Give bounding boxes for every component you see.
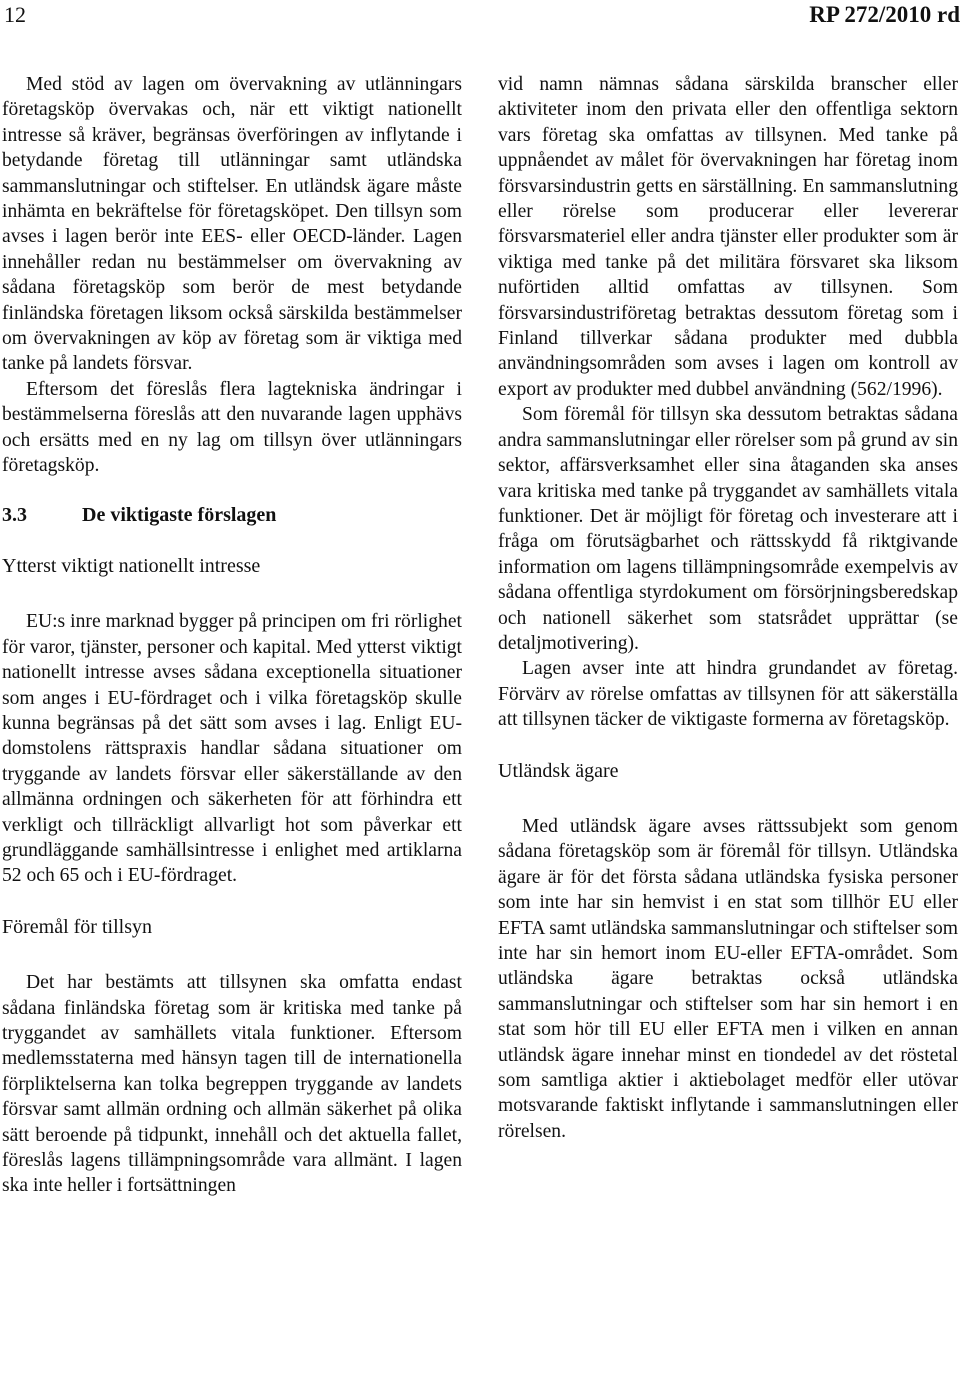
page-number: 12	[4, 2, 26, 27]
left-column	[2, 72, 462, 1199]
document-reference: RP 272/2010 rd	[809, 2, 960, 27]
paragraph: Med stöd av lagen om övervakning av utlänningars företagsköp övervakas och, när ett viktigt nationellt intresse så kräver, begränsas överföringen av inflytande i betydande företag till utlänningar samt utländska sammanslutningar och stiftelser. En utländsk ägare måste inhämta en bekräftelse för företagsköpet. Den tillsyn som avses i lagen berör inte EES- eller OECD-länder. Lagen innehåller redan nu bestämmelser om övervakning av sådana företagsköp som berör de mest betydande finländska företagen liksom också särskilda bestämmelser om övervakningen av köp av företag som är viktiga med tanke på landets försvar.	[2, 74, 462, 375]
paragraph: EU:s inre marknad bygger på principen om fri rörlighet för varor, tjänster, personer och kapital. Med ytterst viktigt nationellt intresse avses sådana exceptionella situationer som anges i EU-fördraget och i vilka företagsköp skulle kunna begränsas på det sätt som avses i lag. Enligt EU-domstolens rättspraxis handlar sådana situationer om tryggande av landets försvar eller säkerställande av den allmänna ordningen och säkerheten för att förhindra ett verkligt och tillräckligt allvarligt hot som påverkar ett grundläggande samhällsintresse i enlighet med artiklarna 52 och 65 och i EU-fördraget.	[2, 611, 462, 887]
paragraph: Med utländsk ägare avses rättssubjekt som genom sådana företagsköp som är föremål för tillsyn. Utländska ägare är för det första sådana utländska fysiska personer som inte har sin hemvist i en stat som tillhör EU eller EFTA samt utländska sammanslutningar och stiftelser som inte har sin hemort inom EU-eller EFTA-området. Som utländska ägare betraktas också utländska sammanslutningar och stiftelser som har sin hemort i en stat som hör till EU eller EFTA men i vilken en annan utländsk ägare innehar minst en tiondedel av det röstetal som samtliga aktier i aktiebolaget medför eller utövar motsvarande faktiskt inflytande i sammanslutningen eller rörelsen.	[498, 815, 958, 1142]
section-number: 3.3	[2, 503, 27, 526]
paragraph: Det har bestämts att tillsynen ska omfatta endast sådana finländska företag som är kritiska med tanke på tryggandet av samhällets vitala funktioner. Eftersom medlemsstaterna med hänsyn tagen till de internationella förpliktelserna kan tolka begreppen tryggande av landets försvar samt allmän ordning och allmän säkerhet på olika sätt beroende på tidpunkt, innehåll och det aktuella fallet, föreslås lagens tillämpningsområde vara allmänt. I lagen ska inte heller i fortsättningen	[2, 972, 462, 1197]
paragraph: vid namn nämnas sådana särskilda branscher eller aktiviteter inom den privata eller den offentliga sektorn vars företag ska omfattas av tillsynen. Med tanke på uppnåendet av målet för övervakningen har företag inom försvarsindustrin getts en särställning. En sammanslutning eller rörelse som producerar eller levererar försvarsmateriel eller andra tjänster eller produkter som är viktiga med tanke på det militära försvaret ska liksom nuförtiden alltid omfattas av tillsynen. Som försvarsindustriföretag betraktas dessutom företag som i Finland tillverkar sådana produkter med dubbla användningsområden som avses i lagen om kontroll av export av produkter med dubbel användning (562/1996).	[498, 74, 958, 400]
paragraph: Som föremål för tillsyn ska dessutom betraktas sådana andra sammanslutningar eller rörelser som på grund av sin sektor, affärsverksamhet eller sina åtaganden ska anses vara kritiska med tanke på tryggandet av samhällets vitala funktioner. Det är möjligt för företag och investerare att i fråga om förutsägbarhet och rättsskydd få riktgivande information om lagens tillämpningsområde exempelvis av sådana offentliga styrdokument om försörjningsberedskap och nationell säkerhet som statsrådet upprättar (se detaljmotivering).	[498, 404, 958, 654]
subheading: Ytterst viktigt nationellt intresse	[2, 554, 261, 577]
section-heading	[2, 503, 462, 528]
right-column	[498, 72, 958, 1144]
paragraph: Lagen avser inte att hindra grundandet av företag. Förvärv av rörelse omfattas av tillsynen för att säkerställa att tillsynen täcker de viktigaste formerna av företagsköp.	[498, 658, 958, 731]
paragraph: Eftersom det föreslås flera lagtekniska ändringar i bestämmelserna föreslås att den nuvarande lagen upphävs och ersätts med en ny lag om tillsyn över utlänningars företagsköp.	[2, 378, 462, 477]
section-title: De viktigaste förslagen	[82, 503, 277, 526]
subheading: Föremål för tillsyn	[2, 915, 152, 938]
subheading: Utländsk ägare	[498, 759, 619, 782]
